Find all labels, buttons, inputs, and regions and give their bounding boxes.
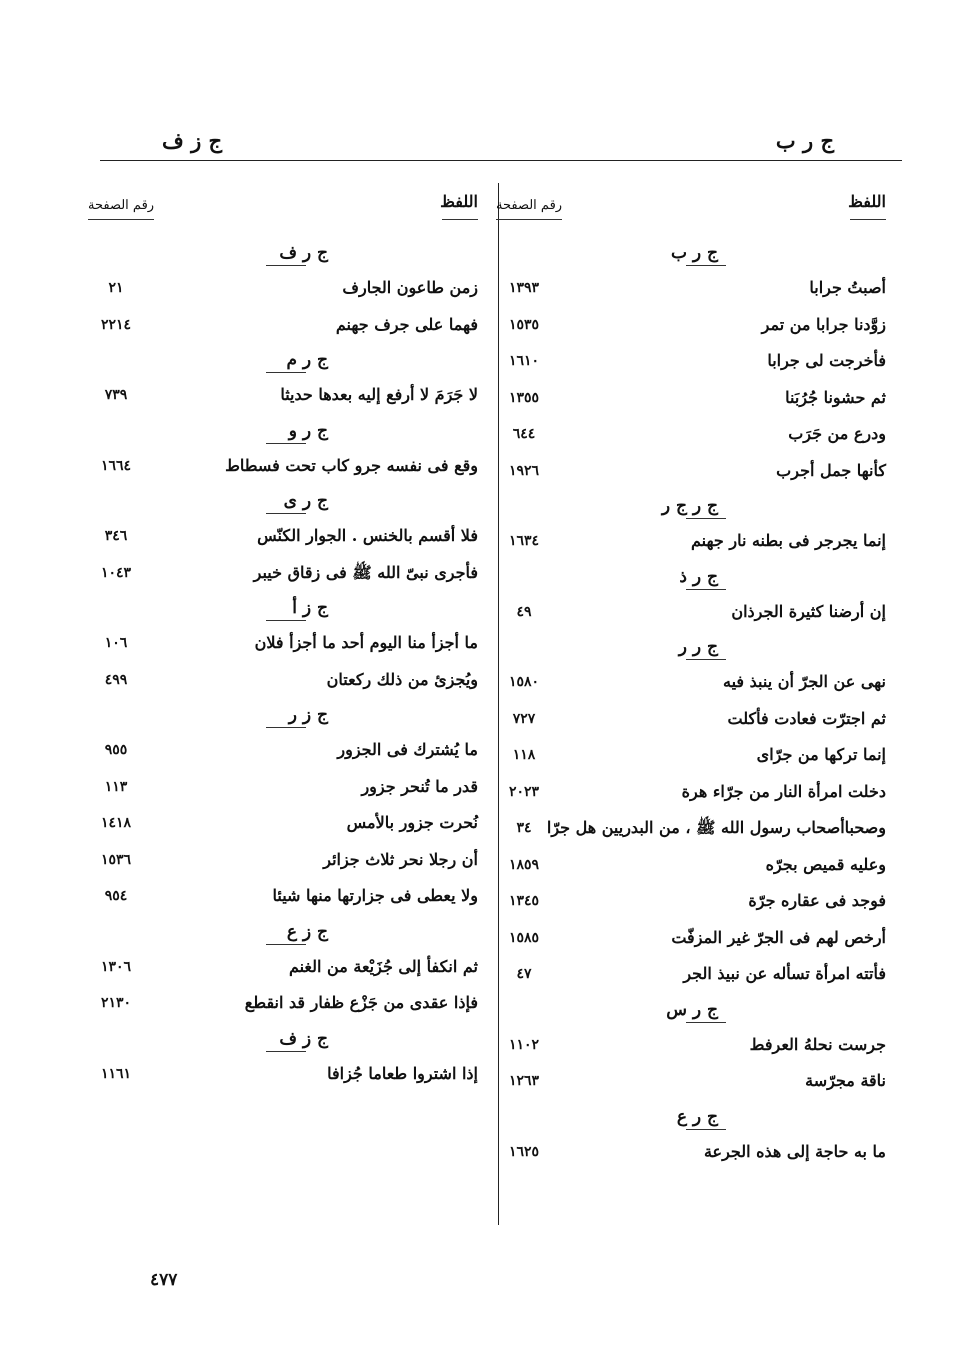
entry-page-number: ٢٢١٤ <box>100 316 132 333</box>
entry-page-number: ١٥٣٦ <box>100 851 132 868</box>
entry-word: فأجرى نبىّ الله ﷺ فى زقاق خيبر <box>253 562 478 582</box>
entry-row <box>88 662 478 699</box>
entry-page-number: ٢١ <box>108 280 124 296</box>
root-underline <box>266 620 306 621</box>
entry-page-number: ١٥٨٠ <box>508 674 540 690</box>
left-entries <box>88 236 478 1092</box>
entry-row <box>496 343 886 380</box>
column-header <box>496 186 886 236</box>
root-heading: ج ر ى <box>88 484 478 518</box>
entry-word: وعليه قميص بجرّه <box>765 854 886 874</box>
root-underline <box>266 372 306 373</box>
entry-page-number: ١١٠٢ <box>508 1036 540 1053</box>
entry-page-number: ١٦٢٥ <box>508 1143 540 1160</box>
entry-page-number: ٩٥٥ <box>104 742 128 758</box>
entry-row <box>496 920 886 957</box>
entry-row <box>496 523 886 560</box>
entry-page-number: ١١٨ <box>512 747 536 763</box>
right-column <box>496 186 886 1170</box>
entry-row <box>88 769 478 806</box>
entry-word: ما يُشترك فى الجزور <box>337 740 478 759</box>
root-underline <box>266 443 306 444</box>
entry-page-number: ١٣٤٥ <box>508 893 540 909</box>
entry-word: وقع فى نفسه جرو كاب تحت فسطاط <box>225 455 478 475</box>
root-group <box>88 698 478 915</box>
entry-row <box>88 842 478 879</box>
entry-row <box>496 883 886 920</box>
entry-word: أن رجلا نحر ثلاث جزائر <box>323 849 478 869</box>
root-group <box>88 236 478 343</box>
root-group <box>496 993 886 1100</box>
entry-word: ما به حاجة إلى هذه الجرعة <box>703 1141 886 1161</box>
entry-row <box>88 805 478 842</box>
root-group <box>88 484 478 591</box>
entry-page-number: ١٣٥٥ <box>508 389 540 406</box>
entry-word: زمن طاعون الجارف <box>342 278 478 297</box>
entry-word: كأنها جمل أجرب <box>776 460 886 480</box>
root-heading: ج ر س <box>496 993 886 1027</box>
entry-row <box>88 949 478 986</box>
root-group <box>88 591 478 698</box>
entry-word: فأخرجت لى جرابا <box>767 351 886 370</box>
root-heading: ج ز أ <box>88 591 478 625</box>
entry-row <box>88 985 478 1022</box>
root-heading: ج ز ف <box>88 1022 478 1056</box>
entry-row <box>496 737 886 774</box>
entry-row <box>496 416 886 453</box>
entry-page-number: ١١٣ <box>104 778 128 795</box>
entry-row <box>88 307 478 344</box>
root-group <box>88 414 478 485</box>
entry-row <box>496 664 886 701</box>
entry-word: ودرع من جَرَب <box>788 424 886 443</box>
entry-page-number: ١٦٦٤ <box>100 457 132 474</box>
entry-row <box>88 1056 478 1093</box>
entry-word: ثم حشونا جُرُبَنا <box>785 387 886 407</box>
root-heading: ج ر ف <box>88 236 478 270</box>
entry-page-number: ١٨٥٩ <box>508 856 540 873</box>
root-heading: ج ر ج ر <box>496 489 886 523</box>
entry-word: نُحرت جزور بالأمس <box>346 813 478 832</box>
entry-row <box>496 701 886 738</box>
entry-page-number: ٢٠٢٣ <box>508 783 540 800</box>
running-header-right: ج ر ب <box>775 128 834 153</box>
entry-word: دخلت امرأة النار من جرّاء هرة <box>681 781 886 801</box>
root-heading: ج ر و <box>88 414 478 448</box>
entry-page-number: ١٣٠٦ <box>100 958 132 975</box>
root-heading: ج ر ذ <box>496 560 886 594</box>
entry-page-number: ١٩٢٦ <box>508 462 540 479</box>
entry-page-number: ١٠٦ <box>104 635 128 651</box>
entry-word: ناقة مجرّسة <box>805 1071 886 1090</box>
root-group <box>88 343 478 414</box>
entry-word: وصحباأصحاب رسول الله ﷺ ، من البدريين هل جرّا <box>546 818 886 837</box>
root-group <box>496 489 886 560</box>
entry-page-number: ٧٢٧ <box>512 710 536 727</box>
entry-row <box>88 448 478 485</box>
root-group <box>496 560 886 631</box>
entry-row <box>88 625 478 662</box>
word-column-label: اللفظ <box>440 192 478 220</box>
entry-page-number: ٣٤٦ <box>104 528 128 544</box>
entry-word: إذا اشتروا طعاما جُزافا <box>327 1063 478 1083</box>
entry-word: أصبتُ جرابا <box>809 278 886 297</box>
root-underline <box>686 1129 726 1130</box>
entry-word: ولا يعطى فى جزارتها منها شيئا <box>272 886 478 905</box>
left-column <box>88 186 478 1092</box>
entry-page-number: ١١٦١ <box>100 1065 132 1082</box>
entry-row <box>88 270 478 307</box>
entry-page-number: ٧٣٩ <box>104 387 128 403</box>
entry-word: إنما يجرجر فى بطنه نار جهنم <box>691 531 886 550</box>
entry-page-number: ٤٧ <box>516 966 532 982</box>
entry-page-number: ١٦١٠ <box>508 353 540 369</box>
column-header <box>88 186 478 236</box>
entry-page-number: ٦٤٤ <box>512 426 536 442</box>
entry-word: أرخص لهم فى الجرّ غير المزفّت <box>671 927 886 947</box>
entry-row <box>88 732 478 769</box>
root-heading: ج ر ع <box>496 1100 886 1134</box>
entry-word: إنما تركها من جرّاى <box>756 745 886 764</box>
right-entries <box>496 236 886 1170</box>
entry-word: لا جَرَمَ لا أرفع إليه بعدها حديثا <box>280 385 478 404</box>
entry-row <box>496 847 886 884</box>
root-group <box>88 1022 478 1093</box>
entry-word: ثم اجترّت فعادت فأكلت <box>727 708 886 728</box>
entry-row <box>88 377 478 414</box>
entry-page-number: ١٣٩٣ <box>508 280 540 296</box>
root-group <box>496 630 886 993</box>
root-underline <box>266 1051 306 1052</box>
entry-row <box>496 774 886 811</box>
entry-page-number: ١٤١٨ <box>100 815 132 831</box>
root-underline <box>686 659 726 660</box>
entry-row <box>88 518 478 555</box>
entry-row <box>496 810 886 847</box>
entry-word: فإذا عقدى من جَزْع ظفار قد انقطع <box>244 993 478 1012</box>
entry-row <box>496 1027 886 1064</box>
page-column-label: رقم الصفحة <box>496 198 562 220</box>
entry-row <box>496 307 886 344</box>
entry-word: ما أجزأ منا اليوم أحد ما أجزأ فلان <box>254 633 478 652</box>
entry-page-number: ٣٤ <box>516 820 532 836</box>
entry-page-number: ١٥٣٥ <box>508 316 540 333</box>
entry-row <box>496 270 886 307</box>
root-heading: ج ر م <box>88 343 478 377</box>
root-heading: ج ز ع <box>88 915 478 949</box>
entry-row <box>88 878 478 915</box>
entry-page-number: ١٥٨٥ <box>508 929 540 946</box>
entry-page-number: ٤٩٩ <box>104 671 128 688</box>
entry-word: نهى عن الجرّ أن ينبذ فيه <box>723 672 886 691</box>
root-heading: ج ز ر <box>88 698 478 732</box>
root-underline <box>266 513 306 514</box>
entry-word: إن أرضنا كثيرة الجرذان <box>731 601 886 621</box>
entry-page-number: ١٦٣٤ <box>508 533 540 549</box>
root-group <box>496 1100 886 1171</box>
entry-word: زوَّدنا جرابا من تمر <box>761 314 886 334</box>
entry-row <box>88 555 478 592</box>
entry-row <box>496 380 886 417</box>
entry-row <box>496 594 886 631</box>
root-underline <box>266 727 306 728</box>
root-heading: ج ر ب <box>496 236 886 270</box>
entry-page-number: ٩٥٤ <box>104 888 128 904</box>
entry-page-number: ١٠٤٣ <box>100 564 132 581</box>
word-column-label: اللفظ <box>848 192 886 220</box>
entry-word: فهما على جرف جهنم <box>335 314 478 334</box>
entry-word: فأتته امرأة تسأله عن نبيذ الجر <box>683 964 886 983</box>
running-header-left: ج ز ف <box>162 128 223 153</box>
root-heading: ج ر ر <box>496 630 886 664</box>
header-rule <box>100 160 902 161</box>
page-column-label: رقم الصفحة <box>88 198 154 220</box>
entry-word: قدر ما تُنحر جزور <box>361 776 478 796</box>
entry-row <box>496 1063 886 1100</box>
root-group <box>88 915 478 1022</box>
entry-word: فوجد فى عقاره جرّة <box>748 891 886 910</box>
entry-word: جرست نحلهُ العرفط <box>749 1034 886 1054</box>
root-underline <box>266 265 306 266</box>
root-underline <box>686 265 726 266</box>
entry-word: فلا أقسم بالخنس . الجوار الكنّس <box>257 526 478 545</box>
root-underline <box>686 1022 726 1023</box>
entry-page-number: ٢١٣٠ <box>100 995 132 1011</box>
page-number: ٤٧٧ <box>150 1270 178 1290</box>
entry-page-number: ٤٩ <box>516 603 532 620</box>
entry-row <box>496 453 886 490</box>
root-underline <box>686 518 726 519</box>
entry-word: ثم انكفأ إلى جُزَيْعة من الغنم <box>288 956 478 976</box>
entry-word: ويُجزىٔ من ذلك ركعتان <box>326 669 478 689</box>
entry-row <box>496 956 886 993</box>
root-underline <box>686 589 726 590</box>
root-group <box>496 236 886 489</box>
entry-row <box>496 1134 886 1171</box>
root-underline <box>266 944 306 945</box>
entry-page-number: ١٢٦٣ <box>508 1073 540 1089</box>
